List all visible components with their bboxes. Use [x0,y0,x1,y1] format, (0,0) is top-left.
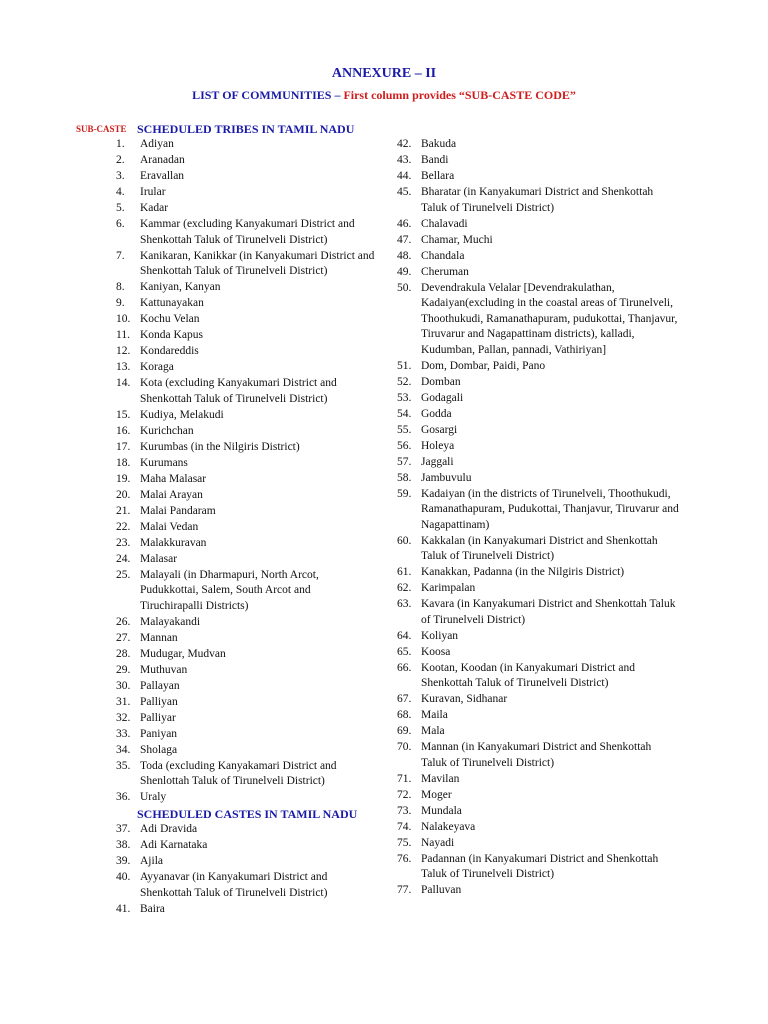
item-number: 7. [116,249,125,262]
item-text: Chalavadi [421,217,468,230]
item-number: 36. [116,791,131,803]
list-item [397,185,679,216]
item-number: 55. [397,423,412,436]
item-text: Kammar (excluding Kanyakumari District and Shenkottah Taluk of Tirunelveli District) [140,218,355,246]
item-number: 65. [397,645,412,658]
list-item [116,838,376,854]
item-text: Kota (excluding Kanyakumari District and Shenkottah Taluk of Tirunelveli District) [140,377,337,405]
item-number: 30. [116,679,131,692]
list-item [116,217,376,248]
list-item [116,249,376,280]
item-text: Devendrakula Velalar [Devendrakulathan, Kadaiyan(excluding in the coastal areas of Tirunelveli, Thoothukudi, Ramanathapuram, pudukottai, Thanjavur, Tiruvarur and Nagapattinam districts), kalladi, Kudumban, Pallan, pannadi, Vathiriyan] [421,281,678,356]
item-text: Nayadi [421,836,455,849]
list-item [397,217,679,233]
list-item [116,360,376,376]
castes-list-left [116,822,376,917]
list-item [116,408,376,424]
item-number: 52. [397,375,412,388]
item-number: 72. [397,788,412,801]
item-text: Sholaga [140,743,178,756]
item-number: 32. [116,711,131,724]
list-item [116,424,376,440]
item-number: 70. [397,741,412,753]
tribes-list [116,137,376,806]
item-text: Nalakeyava [421,820,476,833]
item-number: 13. [116,361,131,373]
item-number: 54. [397,407,412,420]
item-text: Dom, Dombar, Paidi, Pano [421,359,546,372]
item-text: Domban [421,375,461,388]
list-item [397,471,679,487]
list-item [397,661,679,692]
item-number: 66. [397,661,412,674]
list-item [116,504,376,520]
item-number: 43. [397,154,412,166]
list-item [397,153,679,169]
list-item [116,552,376,568]
item-number: 27. [116,631,131,644]
left-column [116,121,376,918]
item-number: 25. [116,568,131,581]
list-item [116,296,376,312]
item-text: Bakuda [421,138,457,150]
item-number: 60. [397,534,412,547]
item-text: Palliyar [140,711,176,724]
item-number: 23. [116,536,131,549]
list-item [116,536,376,552]
item-number: 2. [116,154,125,166]
item-text: Godda [421,407,452,420]
list-item [116,663,376,679]
list-item [397,597,679,628]
item-text: Maila [421,709,448,721]
list-item [116,456,376,472]
item-number: 10. [116,313,131,325]
list-item [397,645,679,661]
list-item [116,440,376,456]
list-item [397,772,679,788]
list-item [116,743,376,759]
item-number: 9. [116,297,125,309]
list-item [116,520,376,536]
item-number: 41. [116,902,131,915]
castes-heading: SCHEDULED CASTES IN TAMIL NADU [137,807,358,821]
item-text: Malai Pandaram [140,504,216,517]
list-item [116,328,376,344]
item-text: Bandi [421,154,449,166]
item-text: Kadar [140,202,169,214]
item-number: 19. [116,472,131,485]
item-text: Malai Vedan [140,520,199,533]
item-number: 17. [116,440,131,453]
item-text: Kavara (in Kanyakumari District and Shenkottah Taluk of Tirunelveli District) [421,598,676,626]
page-subtitle [0,88,768,103]
item-number: 28. [116,647,131,660]
list-item [116,153,376,169]
item-number: 42. [397,138,412,150]
item-text: Kochu Velan [140,313,200,325]
item-number: 46. [397,217,412,230]
list-item [397,281,679,359]
list-item [397,423,679,439]
item-text: Bharatar (in Kanyakumari District and Shenkottah Taluk of Tirunelveli District) [421,186,654,214]
item-text: Holeya [421,439,455,452]
item-number: 44. [397,170,412,182]
item-text: Adi Dravida [140,823,198,835]
item-number: 3. [116,170,125,182]
item-number: 62. [397,582,412,594]
item-number: 31. [116,695,131,708]
item-number: 47. [397,233,412,246]
item-number: 58. [397,471,412,484]
list-item [397,249,679,265]
list-item [397,375,679,391]
item-text: Kudiya, Melakudi [140,408,224,421]
item-number: 38. [116,839,131,851]
item-number: 71. [397,772,412,785]
item-number: 5. [116,202,125,214]
item-text: Karimpalan [421,582,476,594]
subtitle-list-label: LIST OF COMMUNITIES – [192,88,341,102]
list-item [116,759,376,790]
item-number: 8. [116,281,125,293]
list-item [397,455,679,471]
item-text: Jaggali [421,455,454,468]
item-number: 18. [116,456,131,469]
item-text: Mudugar, Mudvan [140,647,226,660]
item-number: 20. [116,488,131,501]
list-item [116,376,376,407]
item-text: Kootan, Koodan (in Kanyakumari District and Shenkottah Taluk of Tirunelveli District) [421,661,635,689]
item-text: Mundala [421,804,462,817]
list-item [116,822,376,838]
list-item [116,312,376,328]
item-number: 77. [397,884,412,896]
item-text: Adi Karnataka [140,839,208,851]
item-text: Kurumbas (in the Nilgiris District) [140,440,300,453]
item-text: Malayali (in Dharmapuri, North Arcot, Pudukkottai, Salem, South Arcot and Tiruchirapalli Districts) [140,568,319,612]
list-item [116,201,376,217]
item-text: Koraga [140,361,174,373]
item-number: 73. [397,804,412,817]
item-number: 45. [397,186,412,198]
item-number: 21. [116,504,131,517]
item-number: 15. [116,408,131,421]
item-text: Ajila [140,855,163,867]
list-item [397,804,679,820]
item-number: 16. [116,424,131,437]
item-number: 12. [116,345,131,357]
list-item [116,647,376,663]
item-text: Uraly [140,791,167,803]
item-text: Pallayan [140,679,180,692]
item-text: Palluvan [421,884,462,896]
list-item [116,568,376,615]
item-text: Moger [421,788,452,801]
item-number: 53. [397,391,412,404]
item-number: 22. [116,520,131,533]
item-text: Koliyan [421,629,459,642]
item-number: 51. [397,359,412,372]
castes-list-right [397,137,679,899]
item-text: Kanakkan, Padanna (in the Nilgiris District) [421,566,625,578]
list-item [397,137,679,153]
item-text: Palliyan [140,695,178,708]
list-item [116,727,376,743]
item-number: 48. [397,249,412,262]
item-number: 33. [116,727,131,740]
right-column [397,137,679,899]
list-item [116,185,376,201]
item-text: Kondareddis [140,345,199,357]
list-item [397,565,679,581]
item-number: 1. [116,138,125,150]
item-text: Aranadan [140,154,185,166]
item-number: 63. [397,598,412,610]
item-number: 59. [397,487,412,500]
item-number: 57. [397,455,412,468]
item-number: 49. [397,265,412,278]
list-item [397,788,679,804]
item-text: Irular [140,186,166,198]
item-text: Eravallan [140,170,185,182]
item-text: Malasar [140,552,178,565]
item-number: 4. [116,186,125,198]
item-text: Malakkuravan [140,536,207,549]
subcaste-column-label: SUB-CASTE [76,124,127,134]
list-item [397,581,679,597]
list-item [397,740,679,771]
item-text: Chandala [421,249,465,262]
item-text: Mannan (in Kanyakumari District and Shenkottah Taluk of Tirunelveli District) [421,741,652,769]
item-text: Kadaiyan (in the districts of Tirunelveli, Thoothukudi, Ramanathapuram, Pudukottai, Thanjavur, Tiruvarur and Nagapattinam) [421,487,679,531]
list-item [397,169,679,185]
item-number: 67. [397,693,412,705]
item-text: Chamar, Muchi [421,233,493,246]
item-text: Godagali [421,391,464,404]
item-text: Kakkalan (in Kanyakumari District and Shenkottah Taluk of Tirunelveli District) [421,534,658,562]
list-item [116,854,376,870]
page-title: ANNEXURE – II [331,66,437,81]
item-text: Kaniyan, Kanyan [140,281,221,293]
item-text: Gosargi [421,423,458,436]
item-text: Konda Kapus [140,329,203,341]
list-item [116,679,376,695]
item-number: 68. [397,709,412,721]
item-text: Toda (excluding Kanyakamari District and Shenlottah Taluk of Tirunelveli District) [140,759,337,787]
list-item [116,790,376,806]
item-number: 61. [397,566,412,578]
item-text: Malayakandi [140,615,201,628]
item-number: 35. [116,759,131,772]
item-text: Bellara [421,170,455,182]
item-number: 76. [397,852,412,865]
item-number: 39. [116,855,131,867]
item-text: Kuravan, Sidhanar [421,693,508,705]
list-item [116,870,376,901]
item-number: 24. [116,552,131,565]
item-text: Koosa [421,645,451,658]
item-number: 75. [397,836,412,849]
list-item [397,852,679,883]
tribes-heading: SCHEDULED TRIBES IN TAMIL NADU [137,122,355,136]
list-item [116,615,376,631]
list-item [116,137,376,153]
item-text: Muthuvan [140,663,188,676]
list-item [397,629,679,645]
list-item [397,439,679,455]
list-item [397,233,679,249]
list-item [116,711,376,727]
item-number: 14. [116,377,131,389]
item-text: Malai Arayan [140,488,203,501]
list-item [397,359,679,375]
item-text: Mala [421,725,445,737]
item-text: Kanikaran, Kanikkar (in Kanyakumari District and Shenkottah Taluk of Tirunelveli District) [140,249,375,277]
item-text: Mannan [140,631,178,644]
item-number: 50. [397,281,412,294]
list-item [116,902,376,918]
list-item [397,692,679,708]
list-item [116,631,376,647]
list-item [397,407,679,423]
item-text: Kurichchan [140,424,194,437]
item-text: Paniyan [140,727,178,740]
item-text: Cheruman [421,265,469,278]
item-number: 6. [116,218,125,230]
list-item [397,724,679,740]
list-item [116,344,376,360]
item-text: Padannan (in Kanyakumari District and Shenkottah Taluk of Tirunelveli District) [421,852,659,880]
list-item [397,391,679,407]
list-item [397,265,679,281]
item-number: 11. [116,329,130,341]
item-number: 74. [397,820,412,833]
subtitle-code-note: First column provides “SUB-CASTE CODE” [343,88,576,102]
list-item [397,708,679,724]
list-item [397,534,679,565]
list-item [116,280,376,296]
item-text: Baira [140,902,165,915]
item-number: 40. [116,871,131,883]
item-number: 56. [397,439,412,452]
item-text: Jambuvulu [421,471,472,484]
item-text: Ayyanavar (in Kanyakumari District and Shenkottah Taluk of Tirunelveli District) [140,871,328,899]
list-item [116,695,376,711]
item-number: 26. [116,615,131,628]
list-item [397,836,679,852]
list-item [397,883,679,899]
item-number: 64. [397,629,412,642]
list-item [116,488,376,504]
list-item [116,472,376,488]
item-text: Mavilan [421,772,460,785]
item-number: 29. [116,663,131,676]
item-text: Adiyan [140,138,174,150]
item-text: Kurumans [140,456,188,469]
list-item [116,169,376,185]
item-number: 37. [116,823,131,835]
item-text: Kattunayakan [140,297,204,309]
item-number: 69. [397,725,412,737]
list-item [397,487,679,534]
item-number: 34. [116,743,131,756]
item-text: Maha Malasar [140,472,207,485]
list-item [397,820,679,836]
